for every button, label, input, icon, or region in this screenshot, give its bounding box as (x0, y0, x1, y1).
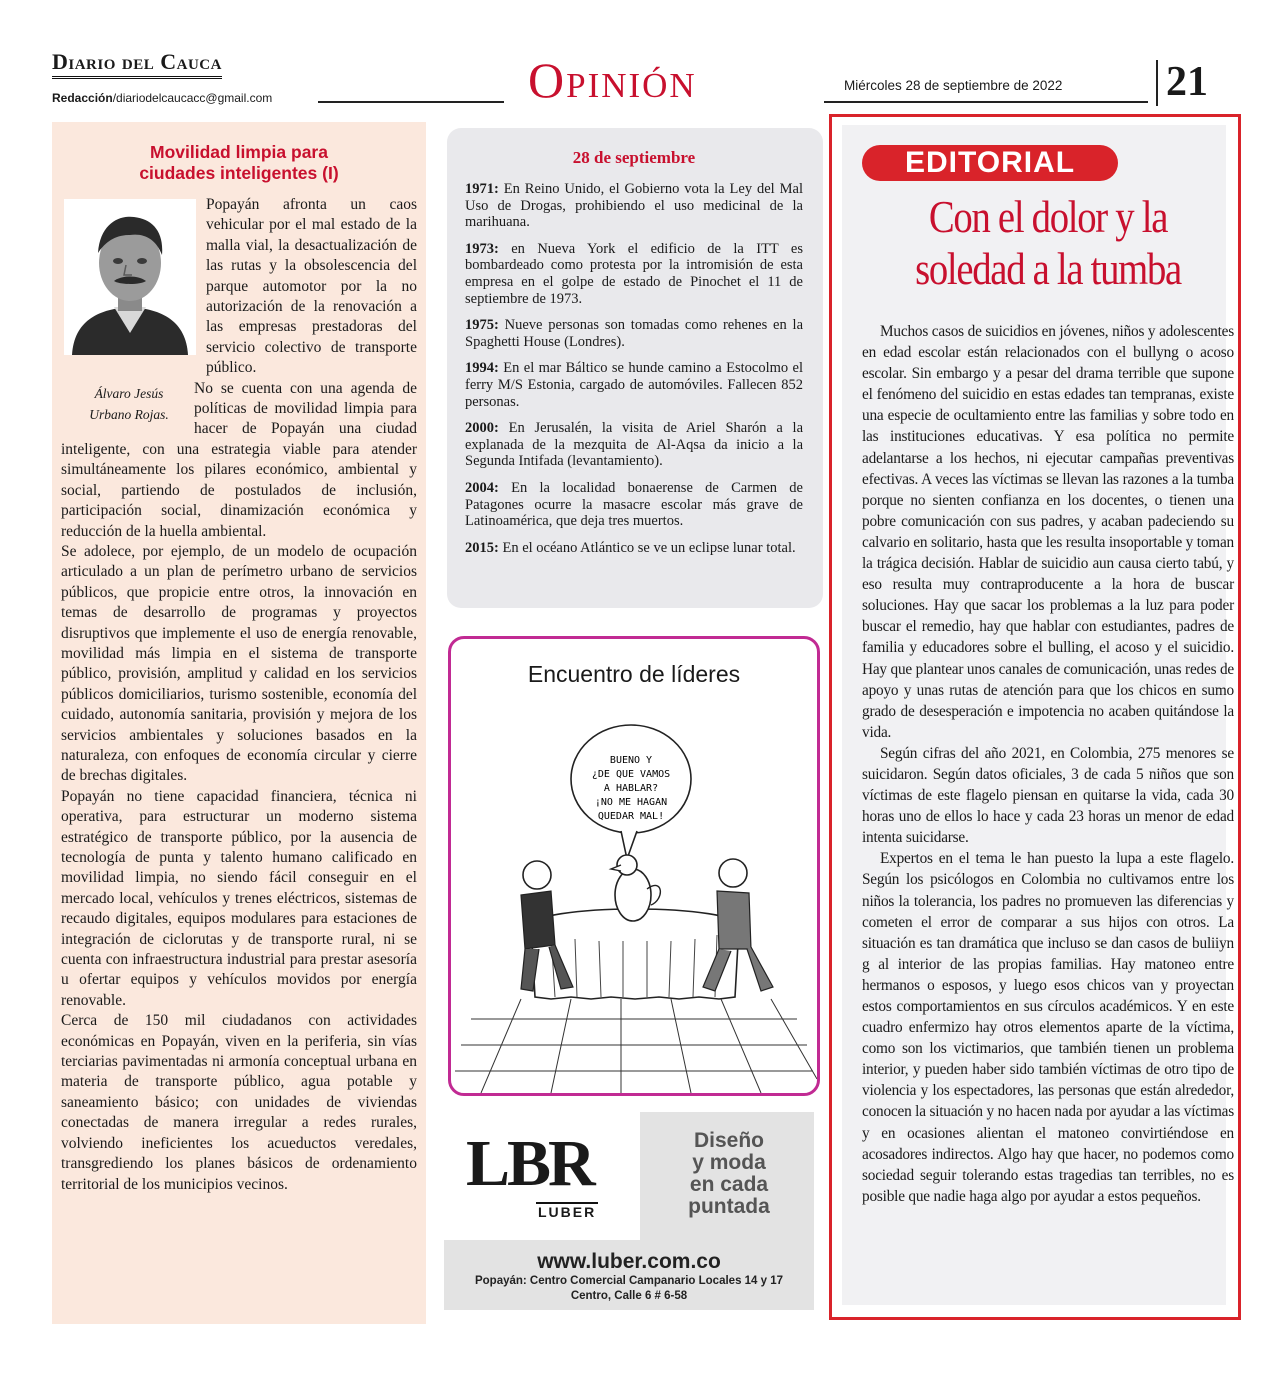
slogan-line: Diseño (693, 1129, 764, 1152)
opinion-column (52, 122, 426, 1324)
editorial-tag: EDITORIAL (862, 145, 1118, 181)
newspaper-brand: Diario del Cauca (52, 50, 222, 79)
redaccion-email[interactable]: /diariodelcaucacc@gmail.com (112, 91, 273, 105)
ephemeris-year: 1975: (465, 317, 499, 334)
redaccion-line (52, 91, 272, 105)
column-headline-line1: Movilidad limpia para (150, 142, 328, 162)
ephemeris-year: 2015: (465, 539, 499, 556)
luber-brand: LUBER (538, 1204, 597, 1220)
ephemeris-text: en Nueva York el edificio de la ITT es bombardeado como protesta por la intromisión de esta empresa en el golpe de estado de Pinochet el 11 de septiembre de 1973. (465, 240, 803, 307)
ephemerides-box (447, 128, 823, 608)
cartoon-title: Encuentro de líderes (527, 661, 741, 687)
column-paragraph-1: Popayán afronta un caos vehicular por el mal estado de la malla vial, la desactualización de las rutas y la obsolescencia del parque automotor por la no autorización de la renovación a las empresas prestadoras del servicio colectivo de transporte público. (206, 196, 417, 377)
slogan-line: en cada (689, 1173, 769, 1196)
editorial-paragraph-3: Expertos en el tema le han puesto la lupa a este flagelo. Según los psicólogos en Colombia no cultivamos entre los niños la tolerancia, los padres no promueven las diferencias y cometen el error de comparar a sus hijos con otros. La situación es tan dramática que incluso se dan casos de buliiyn g al interior de las propias familias. Hay matoneo entre hermanos o esposos, y luego esos chicos van y proyectan estos comportamientos en sus círculos académicos. Y en este cuadro enfermizo hay otros elementos aparte de la víctima, como son los victimarios, que también tienen un problema interior, y pueden haber sido también víctimas de otro tipo de violencia y los espectadores, las personas que están alrededor, conocen la situación y no hacen nada por ayudar a las víctimas y en ocasiones alientan el matoneo convirtiéndose en acosadores indirectos. Algo hay que hacer, no podemos como sociedad seguir tolerando estas tragedias tan terribles, no es posible que nadie haga algo por ayudar a estos pequeños. (862, 850, 1235, 1205)
ephemeris-item (465, 420, 803, 470)
ephemeris-text: En Jerusalén, la visita de Ariel Sharón a la explanada de la mezquita de Al-Aqsa da inicio a la Segunda Intifada (levantamiento). (465, 420, 803, 470)
ad-address-line2: Centro, Calle 6 # 6-58 (570, 1290, 688, 1302)
column-paragraph-5: Cerca de 150 mil ciudadanos con actividades económicas en Popayán, viven en la periferia, sin vías terciarias pavimentadas ni armonía conceptual urbana en materia de transporte público, agua potable y saneamiento básico; con unidades de viviendas conectadas de manera irregular a redes rurales, volviendo ineficientes los acueductos veredales, transgrediendo los planes básicos de ordenamiento territorial de los municipios vecinos. (61, 1012, 417, 1193)
author-name-line1: Álvaro Jesús (94, 385, 164, 401)
ephemeris-year: 1973: (465, 240, 499, 257)
ad-address (444, 1274, 814, 1304)
issue-date: Miércoles 28 de septiembre de 2022 (844, 78, 1063, 93)
column-paragraph-2: No se cuenta con una agenda de políticas de movilidad limpia para hacer de Popayán una ciudad inteligente, con una estrategia viable para atender simultáneamente los pilares económico, ambiental y social, partiendo de postulados de inclusión, participación social, dinamización económica y reducción de la huella ambiental. (61, 379, 417, 540)
author-name-line2: Urbano Rojas. (89, 406, 169, 422)
ephemeris-item (465, 480, 803, 530)
bubble-line-2: ¿DE QUE VAMOS (591, 769, 671, 780)
slogan-line: y moda (692, 1151, 766, 1174)
author-photo (64, 199, 196, 355)
ephemeris-year: 2000: (465, 420, 499, 437)
page-number: 21 (1166, 59, 1208, 105)
bubble-line-1: BUENO Y (609, 755, 653, 766)
ephemeris-year: 1994: (465, 360, 499, 377)
ad-address-line1: Popayán: Centro Comercial Campanario Locales 14 y 17 (474, 1275, 784, 1287)
editorial-panel (842, 125, 1235, 1305)
header-divider (1156, 60, 1158, 106)
lbr-logo: LBR (466, 1127, 593, 1200)
author-portrait-image (64, 199, 196, 355)
cartoon-illustration (451, 699, 817, 1093)
ad-slogan (644, 1130, 814, 1218)
ephemeris-text: En el mar Báltico se hunde camino a Estocolmo el ferry M/S Estonia, cargado de automóviles. Fallecen 852 personas. (465, 360, 803, 410)
ephemeris-text: Nueve personas son tomadas como rehenes en la Spaghetti House (Londres). (465, 317, 803, 350)
ephemeris-text: En Reino Unido, el Gobierno vota la Ley del Mal Uso de Drogas, prohibiendo el uso medicinal de la marihuana. (465, 181, 803, 231)
ephemeris-year: 1971: (465, 181, 499, 197)
luber-advertisement[interactable] (444, 1112, 814, 1310)
editorial-title (879, 191, 1216, 295)
editorial-paragraph-2: Según cifras del año 2021, en Colombia, 275 menores se suicidaron. Según datos oficiales, 3 de cada 5 niños que son víctimas de este flagelo piensan en quitarse la vida, cada 30 horas uno de ellos lo hace y cada 23 horas un menor de edad intenta suicidarse. (862, 744, 1234, 847)
header-rule-left (318, 101, 504, 103)
column-headline-line2: ciudades inteligentes (I) (139, 163, 339, 183)
ephemeris-item (465, 241, 803, 307)
luber-logo-box (444, 1112, 640, 1240)
section-title: Opinión (528, 52, 697, 108)
ephemeris-text: En la localidad bonaerense de Carmen de Patagones ocurre la masacre escolar más grave de Latinoamérica, que deja tres muertos. (465, 479, 803, 530)
editorial-title-line1: Con el dolor y la (928, 192, 1168, 242)
editorial-box (829, 114, 1241, 1320)
column-paragraph-3: Se adolece, por ejemplo, de un modelo de ocupación articulado a un plan de perímetro urbano de servicios públicos, que propicie entre otros, la innovación en temas de desarrollo de programas y proyectos disruptivos que implemente el uso de energía renovable, movilidad más limpia en el sistema de transporte público, provisión, amplitud y calidad en los servicios públicos domiciliarios, turismo sostenible, economía del cuidado, autonomía sanitaria, provisión y mejora de los servicios ambientales y soluciones basados en la naturaleza, con enfoques de economía circular y cierre de brechas digitales. (61, 542, 417, 785)
bubble-line-3: A HABLAR? (603, 783, 659, 794)
ephemeris-year: 2004: (465, 479, 499, 496)
ephemeris-item (465, 317, 803, 350)
editorial-title-line2: soledad a la tumba (915, 244, 1181, 294)
editorial-body (862, 321, 1234, 1207)
author-byline (64, 383, 194, 425)
ephemeris-text: En el océano Atlántico se ve un eclipse lunar total. (498, 539, 796, 556)
ephemeris-item (465, 540, 803, 557)
column-headline (61, 142, 417, 184)
cartoon-box (448, 636, 820, 1096)
bubble-line-4: ¡NO ME HAGAN (594, 797, 668, 808)
header-rule-right (824, 101, 1148, 103)
ephemeris-item (465, 360, 803, 410)
ephemeris-item (465, 181, 803, 231)
editorial-paragraph-1: Muchos casos de suicidios en jóvenes, niños y adolescentes en edad escolar están relacionados con el bullyng o acoso escolar. Sin embargo y a pesar del drama terrible que supone el fenómeno del suicidio en estas edades tan tempranas, existe una especie de ocultamiento entre las familias y sobre todo en las instituciones educativas. Y esa política no permite adelantarse a los hechos, ni ejecutar campañas preventivas efectivas. A veces las víctimas se llevan las razones a la tumba porque no sienten confianza en los docentes, o tienen una pobre comunicación con sus padres, y acaban padeciendo su calvario en solitario, hasta que les resulta insoportable y toman la trágica decisión. Hablar de suicidio aun causa cierto tabú, y eso resulta muy contraproducente a la hora de buscar soluciones. Hay que sacar los problemas a la luz para poder buscar el remedio, hay que hablar con estudiantes, padres de familia y educadores sobre el bulling, el acoso y el suicidio. Hay que plantear unos canales de comunicación, unas redes de apoyo y unas rutas de atención para que los chicos en sumo grado de desesperación e impotencia no acaben quitándose la vida. (862, 323, 1234, 741)
ephemerides-title: 28 de septiembre (572, 148, 696, 167)
ad-website-link[interactable]: www.luber.com.co (537, 1250, 721, 1273)
redaccion-label: Redacción (52, 91, 113, 105)
slogan-line: puntada (688, 1195, 770, 1218)
bubble-line-5: QUEDAR MAL! (597, 811, 665, 822)
column-paragraph-4: Popayán no tiene capacidad financiera, técnica ni operativa, para estructurar un moderno sistema estratégico de transporte público, por la ausencia de tecnología de punta y talento humano calificado en movilidad limpia, no siendo fácil conseguir en el mercado local, vehículos y trenes eléctricos, sistemas de recaudo digitales, equipos modulares para estaciones de integración de ciclorutas y de transporte rural, ni se cuenta con infraestructura industrial para prestar asesoría u ofertar equipos y vehículos movidos por energía renovable. (61, 787, 417, 1009)
